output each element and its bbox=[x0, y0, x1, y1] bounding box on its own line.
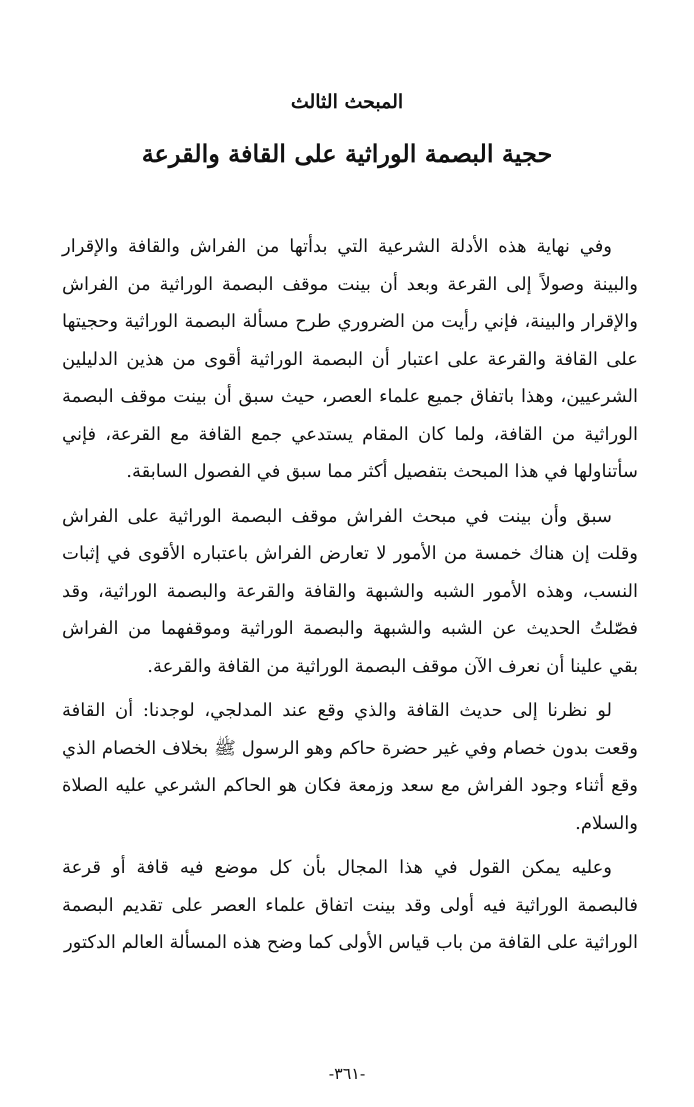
paragraph-3: لو نظرنا إلى حديث القافة والذي وقع عند المدلجي، لوجدنا: أن القافة وقعت بدون خصام وفي غير حضرة حاكم وهو الرسول ﷺ بخلاف الخصام الذي وقع أثناء وجود الفراش مع سعد وزمعة فكان هو الحاكم الشرعي عليه الصلاة والسلام. bbox=[62, 700, 638, 834]
section-label: المبحث الثالث bbox=[290, 91, 404, 113]
paragraph-4: وعليه يمكن القول في هذا المجال بأن كل موضع فيه قافة أو قرعة فالبصمة الوراثية فيه أولى وقد بينت اتفاق علماء العصر على تقديم البصمة الوراثية على القافة من باب قياس الأولى كما وضح هذه المسألة العالم الدكتور bbox=[62, 857, 638, 953]
section-title: حجية البصمة الوراثية على القافة والقرعة bbox=[141, 139, 553, 168]
page-number: -٣٦١- bbox=[328, 1064, 366, 1083]
paragraph-1: وفي نهاية هذه الأدلة الشرعية التي بدأتها من الفراش والقافة والإقرار والبينة وصولاً إلى القرعة وبعد أن بينت موقف البصمة الوراثية من الفراش والإقرار والبينة، فإني رأيت من الضروري طرح مسألة البصمة الوراثية وحجيتها على القافة والقرعة على اعتبار أن البصمة الوراثية أقوى من هذين الدليلين الشرعيين، وهذا باتفاق جميع علماء العصر، حيث سبق أن بينت موقف البصمة الوراثية من القافة، ولما كان المقام يستدعي جمع القافة مع القرعة، فإني سأتناولها في هذا المبحث بتفصيل أكثر مما سبق في الفصول السابقة. bbox=[62, 236, 638, 482]
body-text bbox=[62, 228, 638, 969]
paragraph-2: سبق وأن بينت في مبحث الفراش موقف البصمة الوراثية على الفراش وقلت إن هناك خمسة من الأمور لا تعارض الفراش باعتباره الأقوى في إثبات النسب، وهذه الأمور الشبه والشبهة والقافة والقرعة والبصمة الوراثية، وقد فصّلتُ الحديث عن الشبه والشبهة والبصمة الوراثية وموقفهما من الفراش بقي علينا أن نعرف الآن موقف البصمة الوراثية من القافة والقرعة. bbox=[62, 505, 638, 677]
